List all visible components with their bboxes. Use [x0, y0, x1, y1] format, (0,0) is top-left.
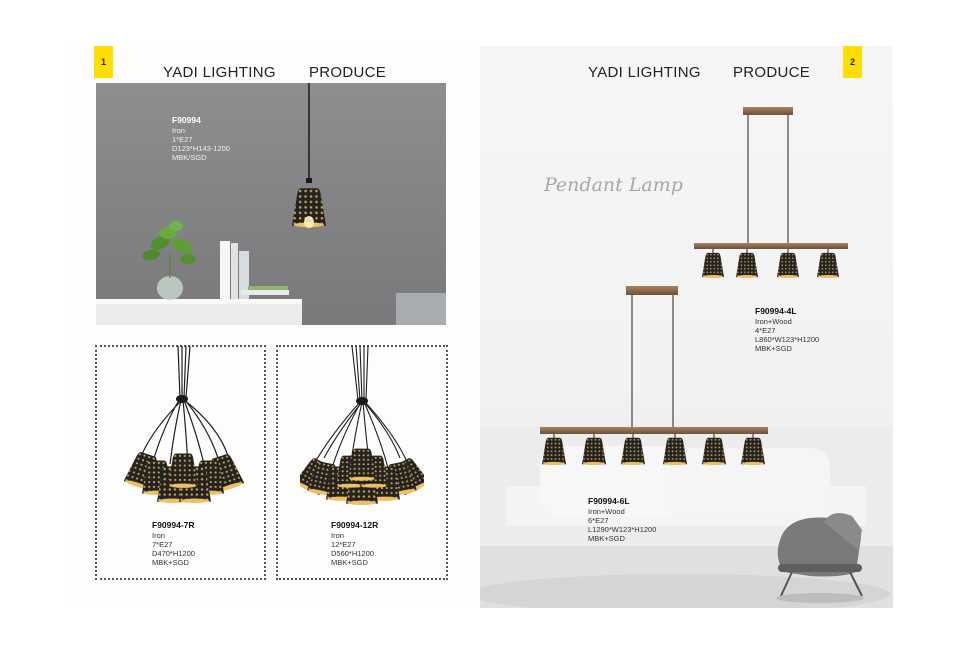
- product-material: Iron+Wood: [755, 317, 792, 326]
- product-bulb: 4*E27: [755, 326, 776, 335]
- product-spec-12r: [331, 520, 378, 567]
- product-finish: MBK+SGD: [755, 344, 792, 353]
- product-bulb: 12*E27: [331, 540, 356, 549]
- linear-pendant-4l: [694, 107, 850, 279]
- product-size: D123*H143-1200: [172, 144, 230, 153]
- product-bulb: 7*E27: [152, 540, 173, 549]
- product-size: L1290*W123*H1200: [588, 525, 657, 534]
- product-spec-6l: [588, 496, 656, 543]
- page-number-marker: 1: [94, 46, 113, 78]
- section-heading: PRODUCE: [309, 64, 387, 81]
- product-finish: MBK+SGD: [152, 558, 189, 567]
- section-heading: PRODUCE: [733, 64, 811, 81]
- category-title: Pendant Lamp: [544, 174, 683, 196]
- product-size: L860*W123*H1200: [755, 335, 820, 344]
- catalog-page-right: [480, 46, 893, 608]
- product-material: Iron+Wood: [588, 507, 625, 516]
- product-finish: MBK+SGD: [588, 534, 625, 543]
- page-number-marker: 2: [843, 46, 862, 78]
- product-size: D560*H1200: [331, 549, 374, 558]
- product-code: F90994: [172, 115, 201, 125]
- product-material: Iron: [152, 531, 165, 540]
- product-finish: MBK/SGD: [172, 153, 207, 162]
- product-bulb: 1*E27: [172, 135, 193, 144]
- product-code: F90994-4L: [755, 306, 797, 316]
- product-size: D470*H1200: [152, 549, 195, 558]
- product-spec-7r: [152, 520, 195, 567]
- catalog-page-left: [66, 46, 478, 608]
- linear-pendant-6l: [540, 286, 770, 466]
- cluster-pendant-7r: [124, 346, 244, 506]
- product-spec-main: [172, 115, 230, 162]
- brand-heading: YADI LIGHTING: [588, 64, 701, 81]
- cluster-pendant-12r: [300, 346, 424, 506]
- product-code: F90994-6L: [588, 496, 630, 506]
- product-material: Iron: [172, 126, 185, 135]
- brand-heading: YADI LIGHTING: [163, 64, 276, 81]
- room-photo: [96, 83, 446, 325]
- product-finish: MBK+SGD: [331, 558, 368, 567]
- product-code: F90994-12R: [331, 520, 379, 530]
- product-bulb: 6*E27: [588, 516, 609, 525]
- product-code: F90994-7R: [152, 520, 195, 530]
- product-material: Iron: [331, 531, 344, 540]
